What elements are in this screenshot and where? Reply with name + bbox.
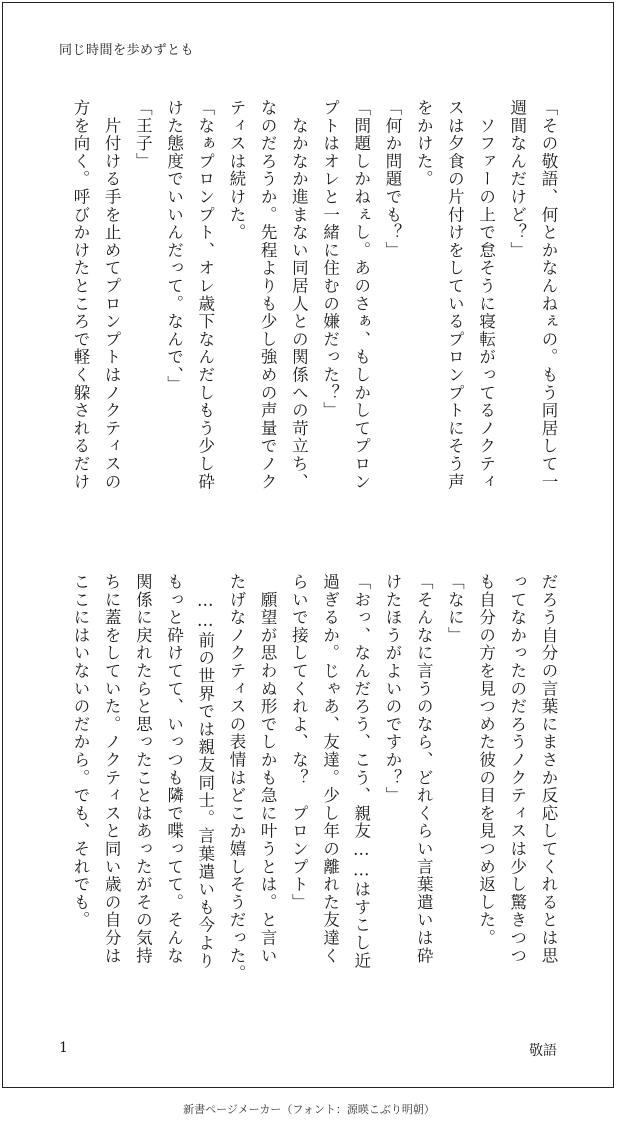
text-line: 「何か問題でも？」 <box>382 99 402 260</box>
text-line: 「王子」 <box>133 99 153 171</box>
text-line: 「なぁプロンプト、オレ歳下なんだしもう少し砕 <box>195 99 215 491</box>
page-number: 1 <box>59 1040 68 1056</box>
running-footer-section: 敬語 <box>529 1043 557 1059</box>
text-line: ってなかったのだろうノクティスは少し驚きつつ <box>507 573 527 965</box>
text-line: ちに蓋をしていた。ノクティスと同い歳の自分は <box>102 573 122 965</box>
body-text-upper <box>50 99 564 521</box>
text-line: もっと砕けてて、いっつも隣で喋ってて。そんな <box>164 573 184 965</box>
text-line: たげなノクティスの表情はどこか嬉しそうだった。 <box>226 573 246 983</box>
running-header-title: 同じ時間を歩めずとも <box>59 43 195 58</box>
text-line: スは夕食の片付けをしているプロンプトにそう声 <box>445 99 465 491</box>
text-line: なかなか進まない同居人との関係への苛立ち、 <box>289 99 309 491</box>
text-line: けたほうがよいのですか？」 <box>382 573 402 805</box>
text-line: 「なに」 <box>445 573 465 645</box>
text-line: ティスは続けた。 <box>226 99 246 242</box>
text-line: なのだろうか。先程よりも少し強めの声量でノク <box>258 99 278 491</box>
text-line: 週間なんだけど？」 <box>507 99 527 260</box>
text-line: 片付ける手を止めてプロンプトはノクティスの <box>102 99 122 491</box>
text-line: 「おっ、なんだろう、こう、親友……はすこし近 <box>351 573 371 970</box>
text-line: プトはオレと一緒に住むの嫌だった？」 <box>320 99 340 420</box>
book-page <box>2 2 614 1088</box>
text-line: らいで接してくれよ、な？ プロンプト」 <box>289 573 309 912</box>
text-line: 「その敬語、何とかなんねぇの。もう同居して一 <box>539 99 558 491</box>
text-line: 関係に戻れたらと思ったことはあったがその気持 <box>133 573 153 965</box>
text-line: ここにはいないのだから。でも、それでも。 <box>70 573 90 929</box>
generator-credit: 新書ページメーカー（フォント：源暎こぶり明朝） <box>183 1103 435 1116</box>
text-line: けた態度でいいんだって。なんで、」 <box>164 99 184 394</box>
text-line: ……前の世界では親友同士。言葉遣いも今より <box>195 573 215 970</box>
body-text-lower <box>50 573 564 995</box>
text-line: 方を向く。呼びかけたところで軽く躱されるだけ <box>70 99 90 491</box>
text-line: も自分の方を見つめた彼の目を見つめ返した。 <box>476 573 496 947</box>
text-line: ソファーの上で怠そうに寝転がってるノクティ <box>476 99 496 491</box>
text-line: 過ぎるか。じゃあ、友達。少し年の離れた友達く <box>320 573 340 965</box>
text-line: だろう自分の言葉にまさか反応してくれるとは思 <box>539 573 558 965</box>
text-line: をかけた。 <box>414 99 434 188</box>
text-line: 「問題しかねぇし。あのさぁ、もしかしてプロン <box>351 99 371 491</box>
text-line: 願望が思わぬ形でしかも急に叶うとは。と言い <box>258 573 278 965</box>
text-line: 「そんなに言うのなら、どれくらい言葉遣いは砕 <box>414 573 434 965</box>
